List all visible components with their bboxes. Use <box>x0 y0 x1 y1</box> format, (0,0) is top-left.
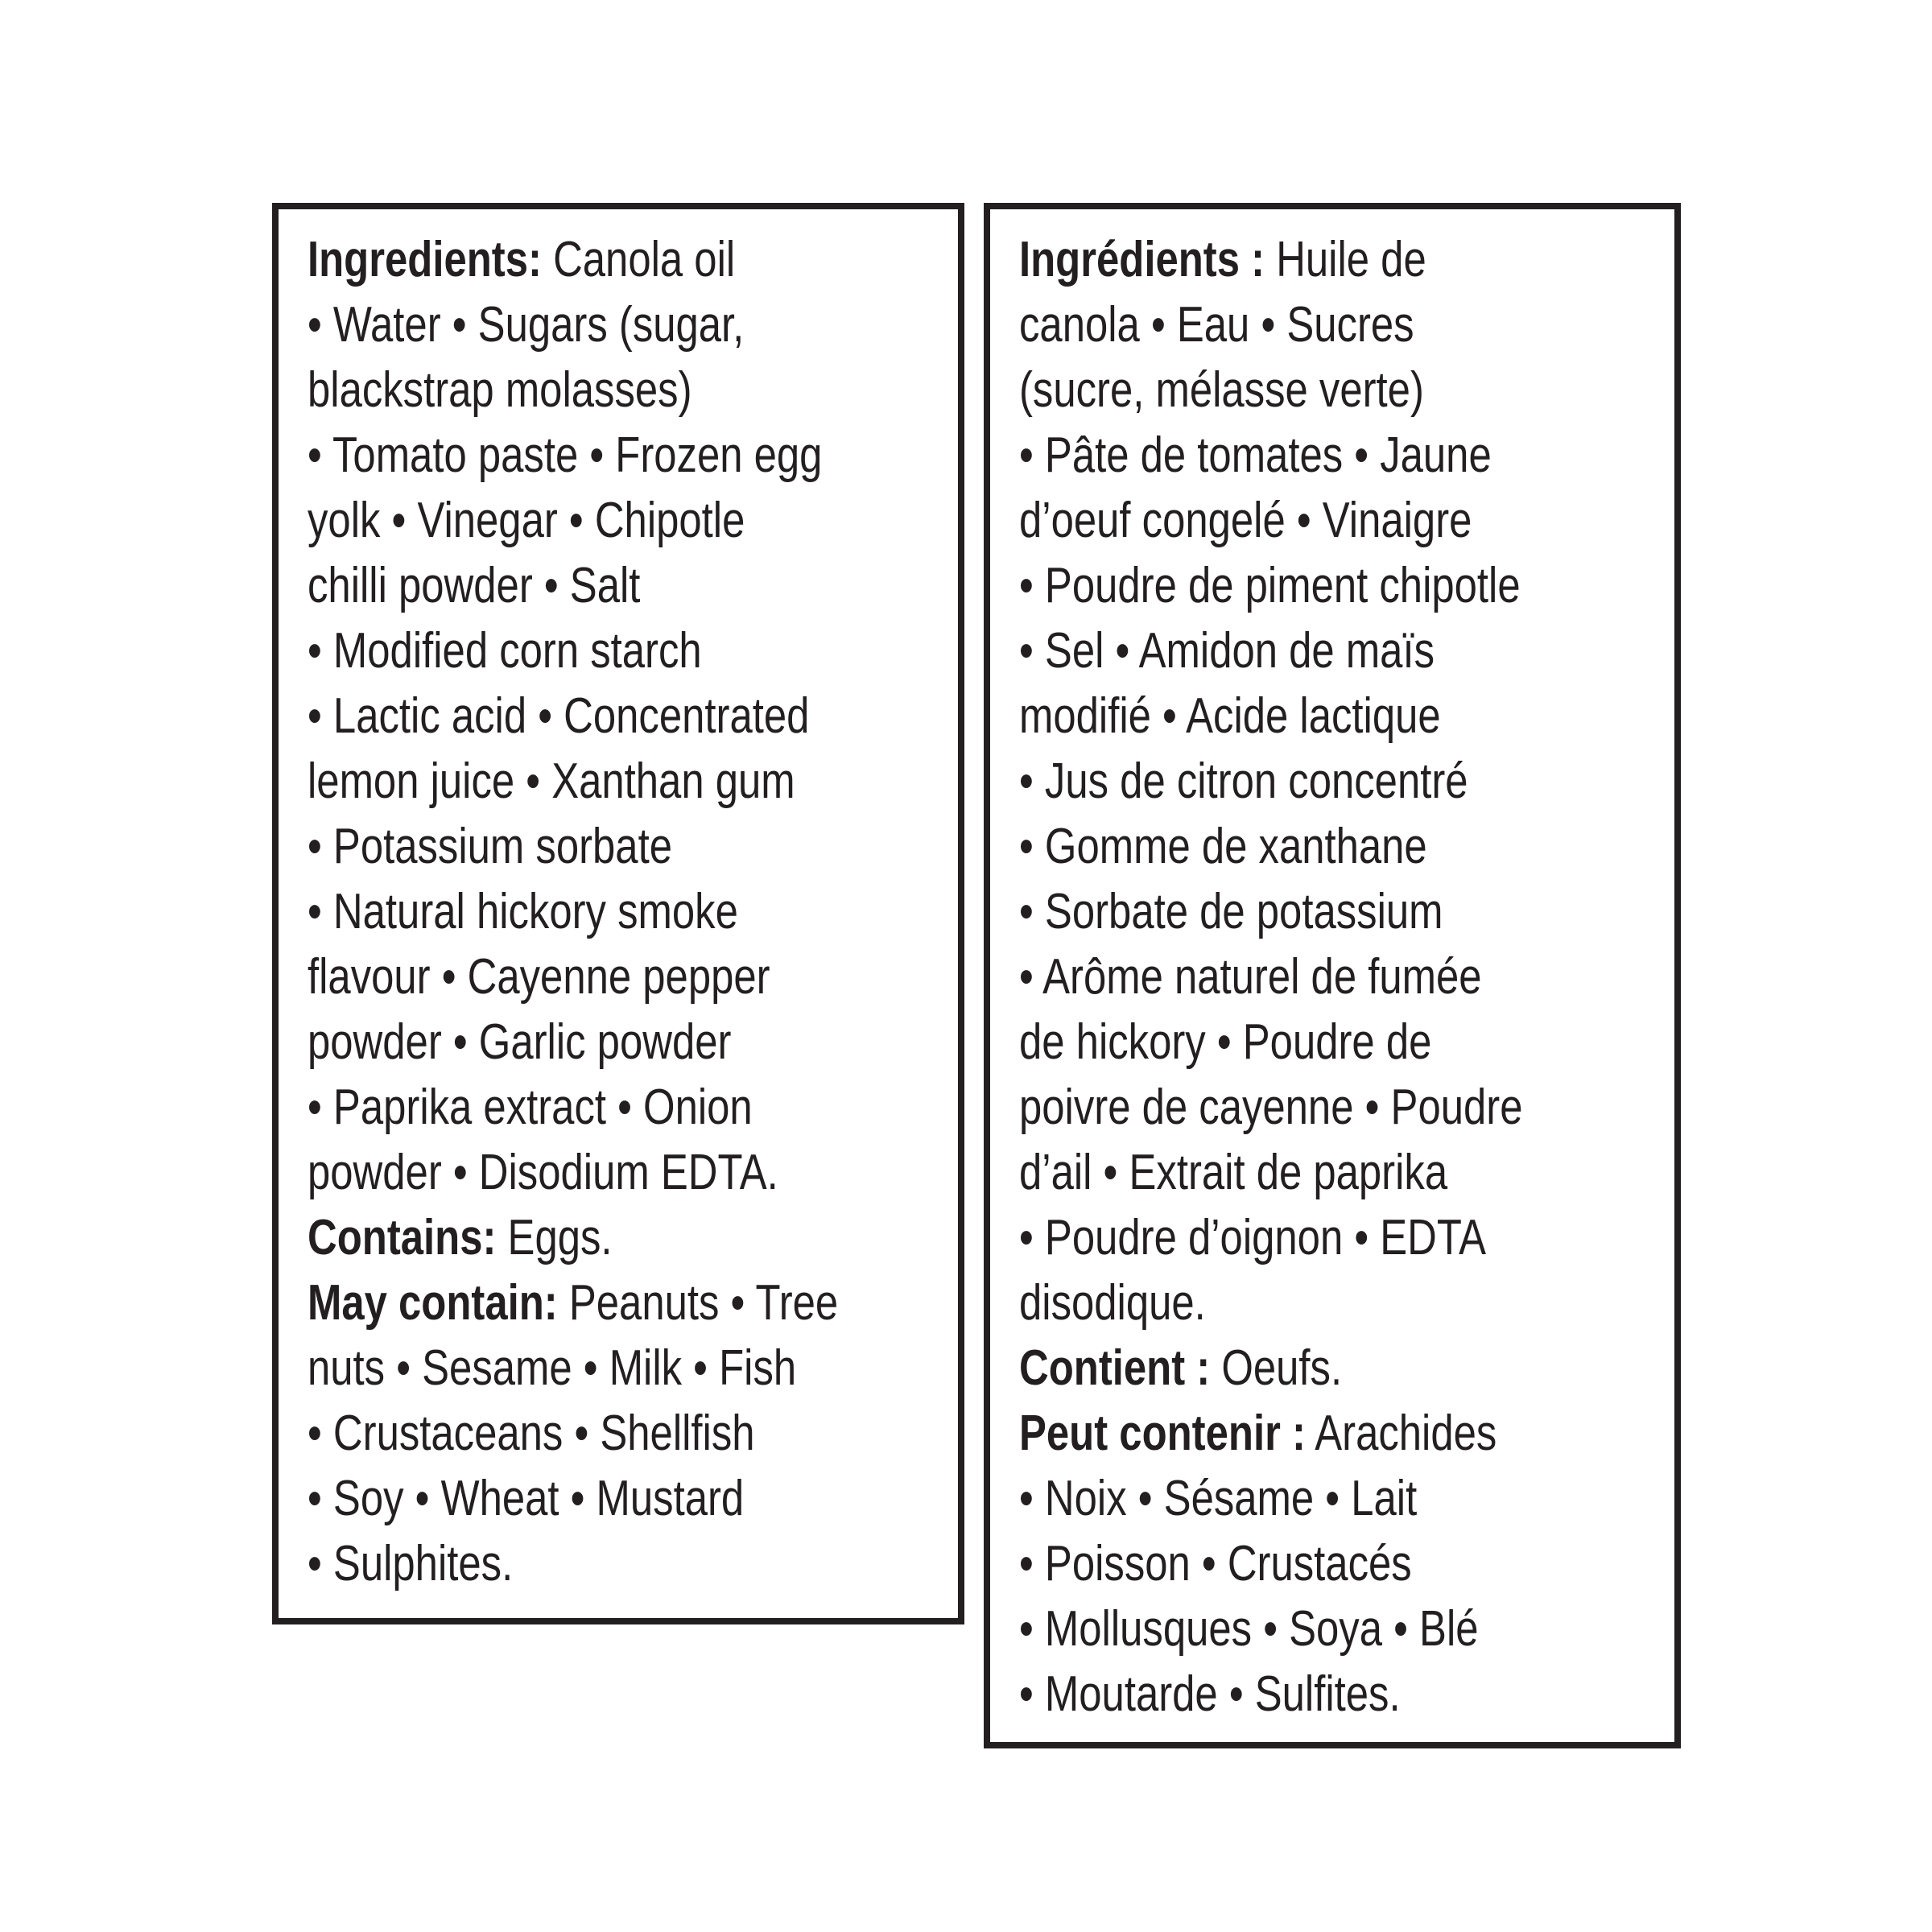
ingredient-line: • Gomme de xanthane <box>1019 819 1427 874</box>
ingredient-line: • Potassium sorbate <box>308 819 672 874</box>
ingredients-heading-line: Ingrédients : Huile de <box>1019 232 1426 287</box>
ingredient-line: • Water • Sugars (sugar, <box>308 297 745 353</box>
ingredient-line: • Modified corn starch <box>308 623 702 679</box>
allergen-line: • Soy • Wheat • Mustard <box>308 1471 745 1526</box>
ingredient-line: powder • Garlic powder <box>308 1014 732 1070</box>
ingredient-line: (sucre, mélasse verte) <box>1019 362 1424 418</box>
ingredient-line: • Poudre de piment chipotle <box>1019 558 1521 613</box>
may-contain-line: May contain: Peanuts • Tree <box>308 1275 839 1331</box>
ingredient-line: • Sorbate de potassium <box>1019 884 1443 939</box>
ingredient-line: • Poudre d’oignon • EDTA <box>1019 1210 1487 1265</box>
allergen-line: • Mollusques • Soya • Blé <box>1019 1601 1479 1657</box>
contains-label: Contains: <box>308 1210 497 1265</box>
may-contain-label: Peut contenir : <box>1019 1406 1306 1461</box>
ingredients-label: Ingredients: <box>308 232 542 287</box>
ingredient-line: canola • Eau • Sucres <box>1019 297 1414 353</box>
ingredient-line: flavour • Cayenne pepper <box>308 949 770 1005</box>
french-ingredients-text <box>1019 227 1633 1727</box>
ingredient-line: yolk • Vinegar • Chipotle <box>308 493 745 548</box>
english-ingredients-panel <box>272 203 964 1624</box>
ingredient-line: • Jus de citron concentré <box>1019 753 1468 809</box>
french-ingredients-panel <box>984 203 1681 1748</box>
may-contain-line: Peut contenir : Arachides <box>1019 1406 1497 1461</box>
ingredient-line: d’ail • Extrait de paprika <box>1019 1145 1448 1200</box>
may-contain-label: May contain: <box>308 1275 558 1331</box>
english-ingredients-text <box>308 227 955 1596</box>
ingredient-line: blackstrap molasses) <box>308 362 692 418</box>
contains-label: Contient : <box>1019 1340 1211 1396</box>
ingredient-line: • Tomato paste • Frozen egg <box>308 427 823 483</box>
ingredient-line: poivre de cayenne • Poudre <box>1019 1080 1523 1135</box>
ingredients-heading-line: Ingredients: Canola oil <box>308 232 736 287</box>
ingredient-line: de hickory • Poudre de <box>1019 1014 1432 1070</box>
ingredient-line: • Lactic acid • Concentrated <box>308 688 810 744</box>
ingredient-line: • Natural hickory smoke <box>308 884 738 939</box>
ingredient-line: modifié • Acide lactique <box>1019 688 1441 744</box>
ingredient-line: disodique. <box>1019 1275 1206 1331</box>
allergen-line: • Crustaceans • Shellfish <box>308 1406 755 1461</box>
ingredients-label: Ingrédients : <box>1019 232 1265 287</box>
ingredient-line: • Pâte de tomates • Jaune <box>1019 427 1492 483</box>
contains-line: Contient : Oeufs. <box>1019 1340 1343 1396</box>
allergen-line: • Moutarde • Sulfites. <box>1019 1666 1401 1722</box>
ingredient-line: powder • Disodium EDTA. <box>308 1145 778 1200</box>
ingredient-line: chilli powder • Salt <box>308 558 641 613</box>
allergen-line: • Noix • Sésame • Lait <box>1019 1471 1418 1526</box>
ingredient-line: • Sel • Amidon de maïs <box>1019 623 1435 679</box>
allergen-line: • Sulphites. <box>308 1536 514 1591</box>
ingredient-line: d’oeuf congelé • Vinaigre <box>1019 493 1472 548</box>
allergen-line: • Poisson • Crustacés <box>1019 1536 1412 1591</box>
ingredient-line: • Paprika extract • Onion <box>308 1080 753 1135</box>
ingredient-line: lemon juice • Xanthan gum <box>308 753 795 809</box>
allergen-line: nuts • Sesame • Milk • Fish <box>308 1340 797 1396</box>
contains-line: Contains: Eggs. <box>308 1210 613 1265</box>
ingredient-line: • Arôme naturel de fumée <box>1019 949 1482 1005</box>
